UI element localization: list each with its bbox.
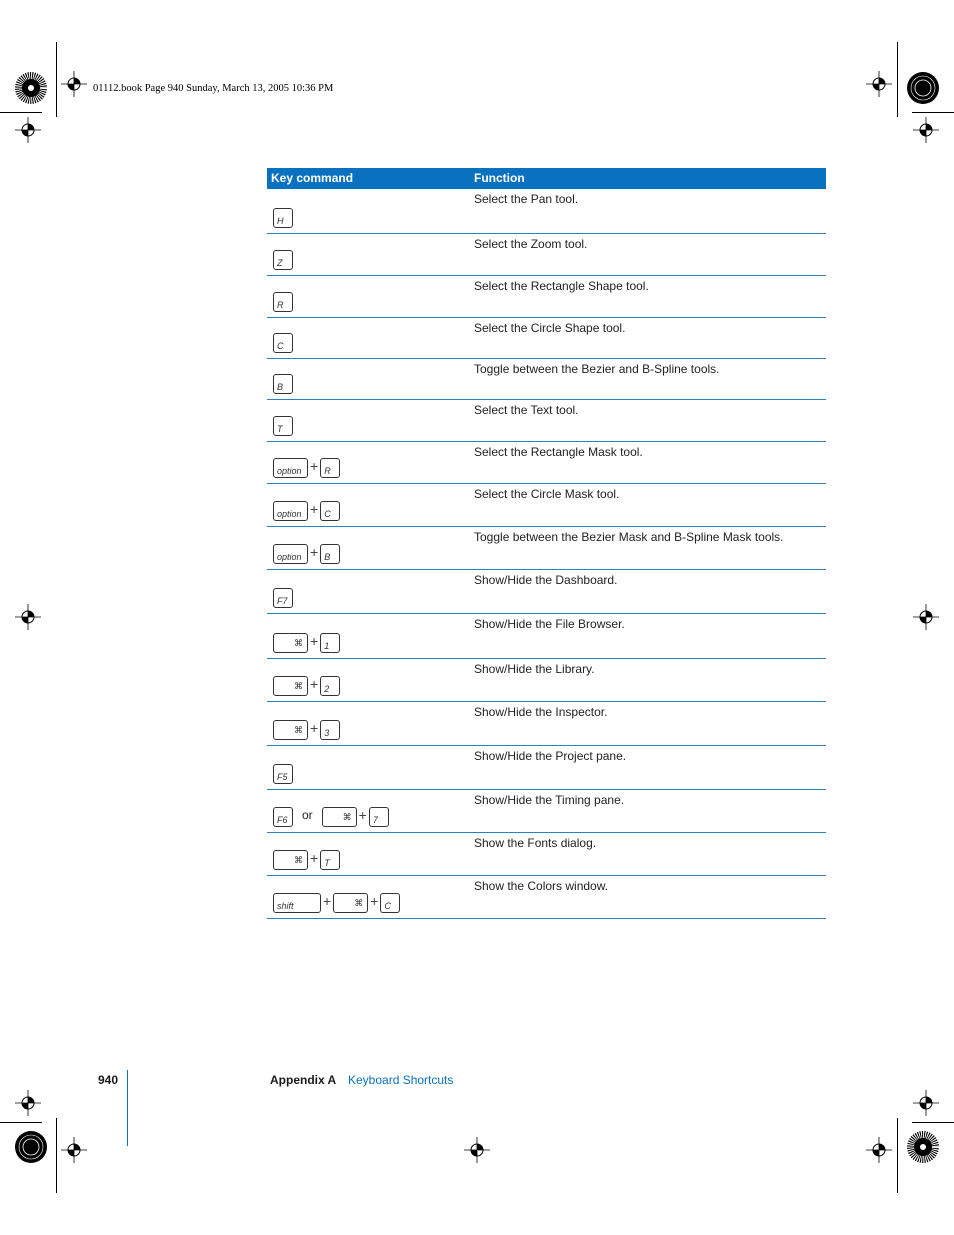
table-row <box>267 442 826 484</box>
key-cap-icon <box>320 544 340 564</box>
function-description: Show/Hide the Timing pane. <box>474 793 625 807</box>
function-description: Toggle between the Bezier Mask and B-Spline Mask tools. <box>474 530 784 544</box>
registration-mark-icon <box>61 1137 87 1163</box>
key-label: C <box>384 901 391 911</box>
function-description: Select the Text tool. <box>474 403 579 417</box>
page-number: 940 <box>98 1073 119 1087</box>
key-combination <box>273 720 340 740</box>
command-icon: ⌘ <box>342 811 352 822</box>
footer-divider <box>127 1070 128 1146</box>
function-description: Show the Colors window. <box>474 879 609 893</box>
key-cap-icon <box>273 333 293 353</box>
key-combination <box>273 544 340 564</box>
table-row <box>267 659 826 702</box>
command-key-icon <box>273 720 308 740</box>
command-key-icon <box>273 633 308 653</box>
appendix-label: Appendix A <box>270 1073 337 1087</box>
key-cap-icon <box>320 720 340 740</box>
function-description: Select the Circle Shape tool. <box>474 321 626 335</box>
command-icon: ⌘ <box>294 680 303 691</box>
column-header-function: Function <box>474 171 525 185</box>
star-target-icon <box>906 1130 940 1164</box>
key-cap-icon <box>320 676 340 696</box>
option-key-icon <box>273 544 308 564</box>
key-combination <box>273 208 293 228</box>
table-row <box>267 234 826 276</box>
option-key-icon <box>273 501 308 521</box>
plus-sign: + <box>310 633 319 649</box>
key-label: option <box>277 466 302 476</box>
key-cap-icon <box>273 764 293 784</box>
crop-mark <box>912 1122 954 1123</box>
crop-mark <box>0 1122 42 1123</box>
function-description: Select the Rectangle Shape tool. <box>474 279 649 293</box>
plus-sign: + <box>310 501 319 517</box>
option-key-icon <box>273 458 308 478</box>
registration-mark-icon <box>464 1137 490 1163</box>
plus-sign: + <box>310 720 319 736</box>
key-combination <box>273 850 340 870</box>
key-combination <box>273 292 293 312</box>
key-cap-icon <box>369 807 389 827</box>
key-combination <box>273 250 293 270</box>
registration-mark-icon <box>15 604 41 630</box>
plus-sign: + <box>358 807 367 823</box>
crop-mark <box>0 112 42 113</box>
key-combination <box>273 764 293 784</box>
command-key-icon <box>333 893 368 913</box>
key-label: B <box>277 382 284 392</box>
key-label: T <box>277 424 283 434</box>
table-row <box>267 359 826 400</box>
key-cap-icon <box>320 850 340 870</box>
function-description: Show the Fonts dialog. <box>474 836 597 850</box>
crop-mark <box>897 1118 898 1193</box>
key-label: R <box>324 466 331 476</box>
section-title: Keyboard Shortcuts <box>348 1073 454 1087</box>
table-row <box>267 276 826 318</box>
key-label: C <box>324 509 331 519</box>
table-row <box>267 527 826 570</box>
plus-sign: + <box>310 676 319 692</box>
key-cap-icon <box>320 458 340 478</box>
plus-sign: + <box>310 544 319 560</box>
function-description: Toggle between the Bezier and B-Spline tools. <box>474 362 720 376</box>
plus-sign: + <box>370 893 379 909</box>
column-header-key-command: Key command <box>271 171 354 185</box>
key-combination <box>273 676 340 696</box>
table-row <box>267 318 826 359</box>
table-row <box>267 484 826 527</box>
command-icon: ⌘ <box>294 637 303 648</box>
key-combination <box>273 416 293 436</box>
function-description: Show/Hide the Dashboard. <box>474 573 618 587</box>
table-row <box>267 614 826 659</box>
key-label: 1 <box>324 641 330 651</box>
key-cap-icon <box>273 208 293 228</box>
key-label: T <box>324 858 330 868</box>
registration-mark-icon <box>913 604 939 630</box>
shift-key-icon <box>273 893 321 913</box>
registration-mark-icon <box>913 1090 939 1116</box>
command-icon: ⌘ <box>354 897 364 908</box>
command-key-icon <box>273 850 308 870</box>
key-combination <box>273 588 293 608</box>
registration-mark-icon <box>913 117 939 143</box>
key-label: 2 <box>324 684 330 694</box>
or-text: or <box>302 808 313 822</box>
key-cap-icon <box>380 893 400 913</box>
key-combination <box>273 458 340 478</box>
function-description: Show/Hide the Library. <box>474 662 595 676</box>
command-key-icon <box>273 676 308 696</box>
registration-mark-icon <box>15 1090 41 1116</box>
key-combination <box>273 807 389 827</box>
table-row <box>267 702 826 746</box>
key-label: option <box>277 509 302 519</box>
key-combination <box>273 893 400 913</box>
key-label: shift <box>277 901 294 911</box>
key-cap-icon <box>273 416 293 436</box>
command-key-icon <box>322 807 357 827</box>
function-description: Show/Hide the File Browser. <box>474 617 625 631</box>
key-cap-icon <box>273 588 293 608</box>
crop-mark <box>56 42 57 117</box>
shortcut-table <box>267 168 826 919</box>
function-description: Select the Zoom tool. <box>474 237 588 251</box>
print-header: 01112.book Page 940 Sunday, March 13, 2005 10:36 PM <box>93 83 334 94</box>
registration-mark-icon <box>61 71 87 97</box>
key-label: option <box>277 552 302 562</box>
key-cap-icon <box>320 633 340 653</box>
key-label: B <box>324 552 331 562</box>
star-target-icon <box>906 71 940 105</box>
table-body <box>267 189 826 919</box>
key-label: F6 <box>277 815 288 825</box>
table-row <box>267 400 826 442</box>
key-cap-icon <box>273 292 293 312</box>
command-icon: ⌘ <box>294 724 303 735</box>
plus-sign: + <box>310 458 319 474</box>
key-cap-icon <box>273 374 293 394</box>
key-label: Z <box>277 258 283 268</box>
key-label: F5 <box>277 772 288 782</box>
crop-mark <box>897 42 898 117</box>
key-label: 7 <box>372 815 378 825</box>
table-row <box>267 790 826 833</box>
table-row <box>267 746 826 790</box>
plus-sign: + <box>310 850 319 866</box>
star-target-icon <box>14 1130 48 1164</box>
function-description: Show/Hide the Inspector. <box>474 705 608 719</box>
key-label: R <box>277 300 284 310</box>
registration-mark-icon <box>15 117 41 143</box>
key-label: F7 <box>277 596 288 606</box>
key-combination <box>273 333 293 353</box>
table-row <box>267 833 826 876</box>
plus-sign: + <box>323 893 332 909</box>
key-label: C <box>277 341 284 351</box>
table-header <box>267 168 826 189</box>
key-label: H <box>277 216 284 226</box>
function-description: Select the Rectangle Mask tool. <box>474 445 643 459</box>
key-cap-icon <box>273 250 293 270</box>
table-row <box>267 189 826 234</box>
crop-mark <box>912 112 954 113</box>
key-combination <box>273 633 340 653</box>
function-description: Select the Circle Mask tool. <box>474 487 620 501</box>
registration-mark-icon <box>866 1137 892 1163</box>
key-cap-icon <box>320 501 340 521</box>
key-label: 3 <box>324 728 330 738</box>
command-icon: ⌘ <box>294 854 303 865</box>
key-cap-icon <box>273 807 293 827</box>
star-target-icon <box>14 71 48 105</box>
function-description: Show/Hide the Project pane. <box>474 749 627 763</box>
key-combination <box>273 501 340 521</box>
registration-mark-icon <box>866 71 892 97</box>
function-description: Select the Pan tool. <box>474 192 579 206</box>
table-row <box>267 876 826 919</box>
key-combination <box>273 374 293 394</box>
crop-mark <box>56 1118 57 1193</box>
table-row <box>267 570 826 614</box>
